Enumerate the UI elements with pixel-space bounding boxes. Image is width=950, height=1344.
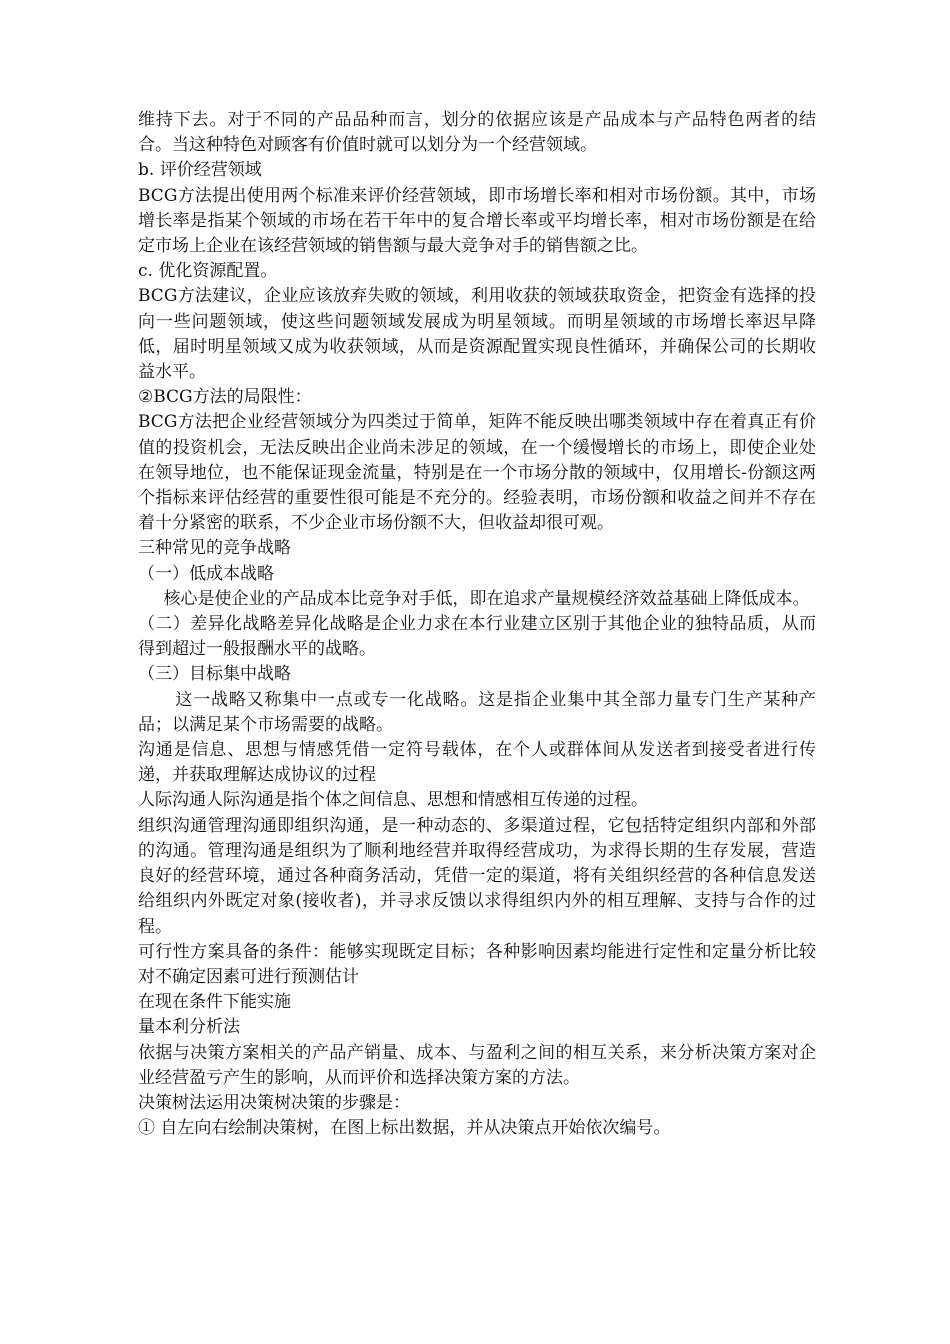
paragraph-decision-tree-step-1: ① 自左向右绘制决策树，在图上标出数据，并从决策点开始依次编号。 (138, 1118, 671, 1139)
paragraph-focus: 这一战略又称集中一点或专一化战略。这是指企业集中其全部力量专门生产某种产品；以满足某个市场需要的战略。 (138, 689, 816, 735)
heading-bcg-limitations: ②BCG方法的局限性： (138, 387, 312, 408)
paragraph-organizational: 组织沟通管理沟通即组织沟通，是一种动态的、多渠道过程，它包括特定组织内部和外部的沟通。管理沟通是组织为了顺利地经营并取得经营成功，为求得长期的生存发展，营造良好的经营环境，通过各种商务活动，凭借一定的渠道，将有关组织经营的各种信息发送给组织内外既定对象(接收者)，并寻求反馈以求得组织内外的相互理解、支持与合作的过程。 (138, 815, 816, 937)
heading-competitive-strategies: 三种常见的竞争战略 (138, 538, 291, 559)
paragraph-cvp: 依据与决策方案相关的产品产销量、成本、与盈利之间的相互关系，来分析决策方案对企业经营盈亏产生的影响，从而评价和选择决策方案的方法。 (138, 1042, 816, 1088)
paragraph-feasibility: 可行性方案具备的条件：能够实现既定目标；各种影响因素均能进行定性和定量分析比较对不确定因素可进行预测估计 (138, 941, 816, 987)
paragraph-communication: 沟通是信息、思想与情感凭借一定符号载体，在个人或群体间从发送者到接受者进行传递，并获取理解达成协议的过程 (138, 740, 816, 786)
heading-focus-strategy: （三）目标集中战略 (138, 664, 291, 685)
paragraph-interpersonal: 人际沟通人际沟通是指个体之间信息、思想和情感相互传递的过程。 (138, 790, 648, 811)
heading-optimize-resources: c. 优化资源配置。 (138, 261, 278, 282)
paragraph-bcg-limitations: BCG方法把企业经营领域分为四类过于简单，矩阵不能反映出哪类领域中存在着真正有价值的投资机会，无法反映出企业尚未涉足的领域，在一个缓慢增长的市场上，即使企业处在领导地位，也不能保证现金流量，特别是在一个市场分散的领域中，仅用增长-份额这两个指标来评估经营的重要性很可能是不充分的。经验表明，市场份额和收益之间并不存在着十分紧密的联系，不少企业市场份额不大，但收益却很可观。 (138, 412, 816, 534)
paragraph-intro-continuation: 维持下去。对于不同的产品品种而言，划分的依据应该是产品成本与产品特色两者的结合。当这种特色对顾客有价值时就可以划分为一个经营领域。 (138, 110, 816, 156)
paragraph-differentiation: （二）差异化战略差异化战略是企业力求在本行业建立区别于其他企业的独特品质，从而得到超过一般报酬水平的战略。 (138, 614, 816, 660)
document-body (138, 108, 816, 1141)
heading-low-cost-strategy: （一）低成本战略 (138, 563, 274, 584)
paragraph-bcg-evaluation: BCG方法提出使用两个标准来评价经营领域，即市场增长率和相对市场份额。其中，市场增长率是指某个领域的市场在若干年中的复合增长率或平均增长率，相对市场份额是在给定市场上企业在该经营领域的销售额与最大竞争对手的销售额之比。 (138, 185, 816, 257)
heading-evaluate-domain: b. 评价经营领域 (138, 160, 262, 181)
paragraph-low-cost: 核心是使企业的产品成本比竞争对手低，即在追求产量规模经济效益基础上降低成本。 (163, 588, 810, 609)
paragraph-bcg-recommendation: BCG方法建议，企业应该放弃失败的领域，利用收获的领域获取资金，把资金有选择的投向一些问题领域，使这些问题领域发展成为明星领域。而明星领域的市场增长率迟早降低，届时明星领域又成为收获领域，从而是资源配置实现良性循环，并确保公司的长期收益水平。 (138, 286, 816, 383)
paragraph-current-conditions: 在现在条件下能实施 (138, 992, 291, 1013)
paragraph-decision-tree: 决策树法运用决策树决策的步骤是： (138, 1092, 410, 1113)
heading-cvp-analysis: 量本利分析法 (138, 1017, 240, 1038)
